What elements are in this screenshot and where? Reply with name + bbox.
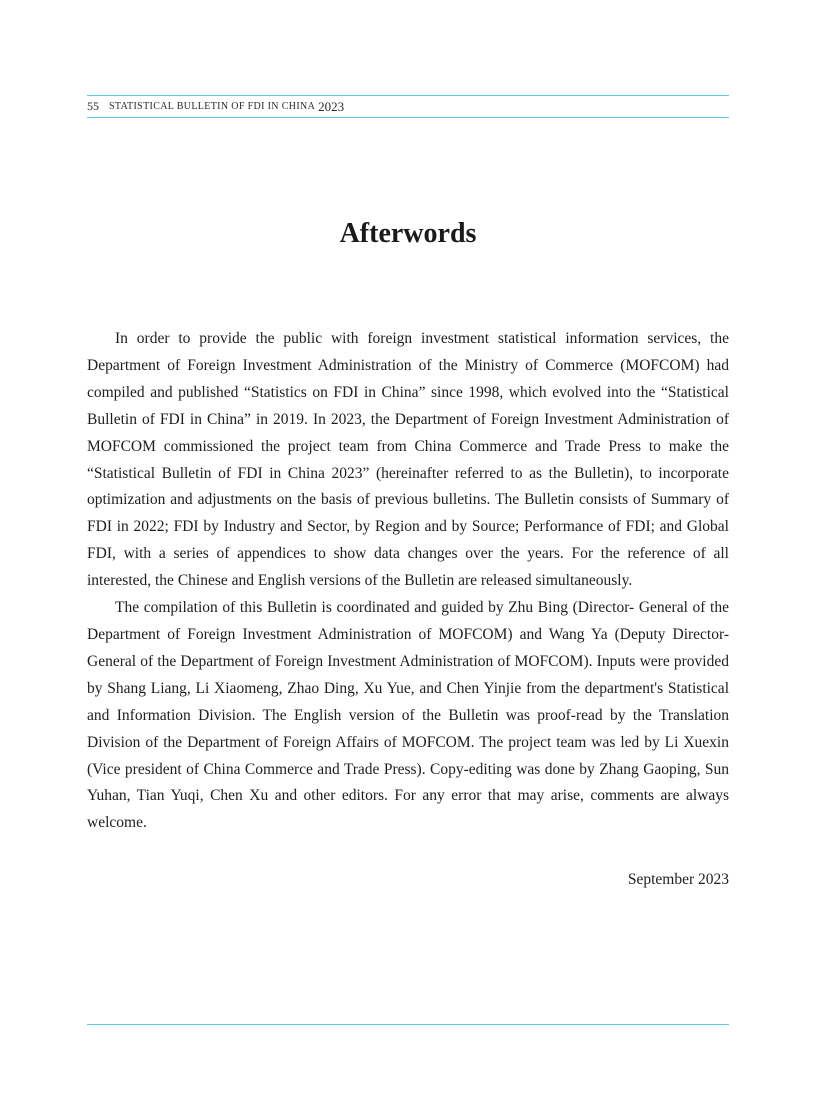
running-header-year: 2023 [318, 98, 345, 114]
page-title: Afterwords [339, 218, 477, 249]
running-header-title: STATISTICAL BULLETIN OF FDI IN CHINA [109, 101, 316, 112]
date-line: September 2023 [627, 871, 729, 888]
footer-rule [87, 1024, 729, 1025]
header-top-rule [87, 95, 729, 96]
running-header [87, 98, 344, 115]
page-number: 55 [87, 99, 99, 113]
header-bottom-rule [87, 117, 729, 118]
body-text [87, 326, 729, 837]
paragraph-1: In order to provide the public with foreign investment statistical information services, the Department of Foreign Investment Administration of the Ministry of Commerce (MOFCOM) had compiled and published “Statistics on FDI in China” since 1998, which evolved into the “Statistical Bulletin of FDI in China” in 2019. In 2023, the Department of Foreign Investment Administration of MOFCOM commissioned the project team from China Commerce and Trade Press to make the “Statistical Bulletin of FDI in China 2023” (hereinafter referred to as the Bulletin), to incorporate optimization and adjustments on the basis of previous bulletins. The Bulletin consists of Summary of FDI in 2022; FDI by Industry and Sector, by Region and by Source; Performance of FDI; and Global FDI, with a series of appendices to show data changes over the years. For the reference of all interested, the Chinese and English versions of the Bulletin are released simultaneously. [87, 330, 729, 590]
paragraph-2: The compilation of this Bulletin is coordinated and guided by Zhu Bing (Director- General of the Department of Foreign Investment Administration of MOFCOM) and Wang Ya (Deputy Director-General of the Department of Foreign Investment Administration of MOFCOM). Inputs were provided by Shang Liang, Li Xiaomeng, Zhao Ding, Xu Yue, and Chen Yinjie from the department's Statistical and Information Division. The English version of the Bulletin was proof-read by the Translation Division of the Department of Foreign Affairs of MOFCOM. The project team was led by Li Xuexin (Vice president of China Commerce and Trade Press). Copy-editing was done by Zhang Gaoping, Sun Yuhan, Tian Yuqi, Chen Xu and other editors. For any error that may arise, comments are always welcome. [87, 599, 729, 832]
